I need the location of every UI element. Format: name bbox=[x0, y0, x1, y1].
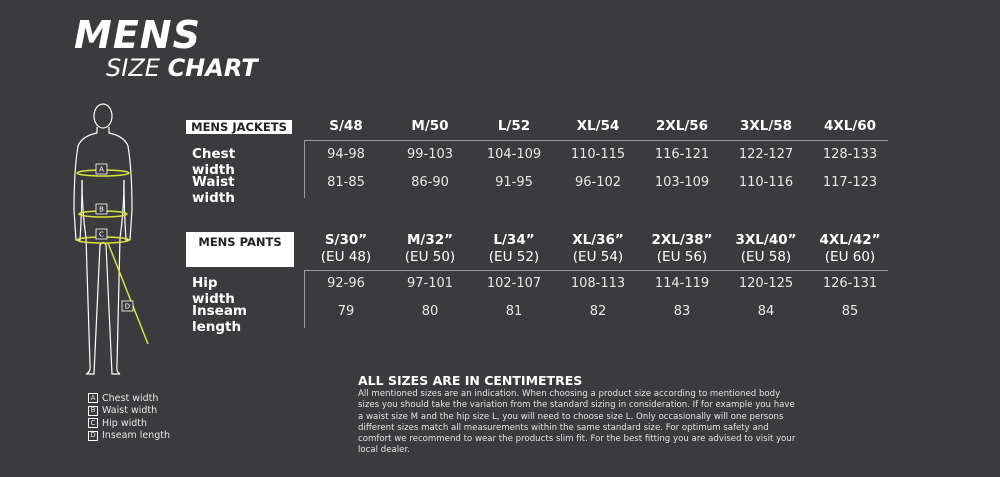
jackets-size-header: S/48 bbox=[329, 118, 363, 134]
pants-size-header bbox=[388, 232, 472, 266]
table-cell: 108-113 bbox=[570, 276, 626, 291]
table-cell: 80 bbox=[421, 304, 439, 319]
legend-marker: B bbox=[88, 406, 98, 416]
legend-label: Waist width bbox=[102, 405, 158, 416]
table-cell: 110-116 bbox=[738, 175, 794, 190]
pants-size-us: S/30” bbox=[324, 232, 368, 248]
marker-d: D bbox=[124, 302, 131, 311]
pants-size-eu: (EU 48) bbox=[320, 249, 372, 265]
table-cell: 85 bbox=[841, 304, 859, 319]
legend-item bbox=[88, 430, 170, 442]
table-cell: 86-90 bbox=[411, 175, 449, 190]
marker-c: C bbox=[99, 230, 104, 239]
legend-marker: A bbox=[88, 393, 98, 403]
pants-size-eu: (EU 60) bbox=[824, 249, 876, 265]
table-cell: 96-102 bbox=[574, 175, 622, 190]
table-cell: 116-121 bbox=[654, 147, 710, 162]
legend-label: Chest width bbox=[102, 392, 159, 404]
table-cell: 122-127 bbox=[738, 147, 794, 162]
pants-size-eu: (EU 56) bbox=[656, 249, 708, 265]
table-divider bbox=[304, 140, 888, 141]
table-cell: 91-95 bbox=[495, 175, 533, 190]
jackets-size-header: 3XL/58 bbox=[739, 118, 793, 134]
table-cell: 94-98 bbox=[327, 147, 365, 162]
pants-size-eu: (EU 52) bbox=[488, 249, 540, 265]
table-cell: 117-123 bbox=[822, 175, 878, 190]
row-label-chest: Chest width bbox=[192, 146, 236, 178]
pants-size-us: XL/36” bbox=[572, 232, 624, 248]
jackets-size-header: M/50 bbox=[411, 118, 449, 134]
table-cell: 110-115 bbox=[570, 147, 626, 162]
marker-b: B bbox=[99, 205, 104, 214]
pants-label: MENS PANTS bbox=[186, 232, 294, 267]
table-cell: 79 bbox=[337, 304, 355, 319]
table-cell: 120-125 bbox=[738, 276, 794, 291]
sizing-notes bbox=[358, 373, 798, 457]
subtitle-light: SIZE bbox=[106, 54, 160, 82]
table-cell: 99-103 bbox=[406, 147, 454, 162]
row-label-hip: Hip width bbox=[192, 275, 235, 307]
table-cell: 82 bbox=[589, 304, 607, 319]
table-cell: 81-85 bbox=[327, 175, 365, 190]
figure-legend bbox=[88, 392, 170, 442]
legend-marker: D bbox=[88, 431, 98, 441]
pants-size-header bbox=[724, 232, 808, 266]
pants-size-header bbox=[556, 232, 640, 266]
legend-marker: C bbox=[88, 418, 98, 428]
pants-size-header bbox=[808, 232, 892, 266]
pants-size-eu: (EU 54) bbox=[572, 249, 624, 265]
pants-size-us: M/32” bbox=[406, 232, 454, 248]
table-cell: 92-96 bbox=[327, 276, 365, 291]
pants-size-us: 2XL/38” bbox=[651, 232, 713, 248]
jackets-size-header: XL/54 bbox=[576, 118, 620, 134]
pants-size-us: 4XL/42” bbox=[819, 232, 881, 248]
legend-item bbox=[88, 392, 170, 404]
jackets-label: MENS JACKETS bbox=[186, 120, 292, 134]
table-cell: 102-107 bbox=[486, 276, 542, 291]
pants-size-eu: (EU 58) bbox=[740, 249, 792, 265]
legend-item bbox=[88, 417, 170, 429]
table-cell: 83 bbox=[673, 304, 691, 319]
pants-size-header bbox=[472, 232, 556, 266]
row-label-waist: Waist width bbox=[192, 174, 235, 206]
jackets-size-header: 2XL/56 bbox=[655, 118, 709, 134]
table-cell: 97-101 bbox=[406, 276, 454, 291]
jackets-size-header: L/52 bbox=[497, 118, 531, 134]
legend-label: Hip width bbox=[102, 417, 148, 429]
body-figure bbox=[60, 100, 170, 380]
table-cell: 84 bbox=[757, 304, 775, 319]
jackets-size-header: 4XL/60 bbox=[823, 118, 877, 134]
table-cell: 104-109 bbox=[486, 147, 542, 162]
row-label-inseam: Inseam length bbox=[192, 303, 248, 335]
marker-a: A bbox=[99, 165, 104, 174]
table-cell: 114-119 bbox=[654, 276, 710, 291]
pants-size-us: 3XL/40” bbox=[735, 232, 797, 248]
page-title: MENS bbox=[74, 13, 201, 57]
pants-size-header bbox=[304, 232, 388, 266]
table-divider bbox=[304, 270, 888, 271]
notes-body: All mentioned sizes are an indication. When choosing a product size according to mentioned body sizes you should take the variation from the standard sizing in consideration. If for example you have a waist size M and the hip size L, you will need to choose size L. Only occasionally will one persons different sizes match all measurements within the same standard size. For optimum safety and comfort we recommend to wear the products slim fit. For the best fitting you are advised to visit your local dealer. bbox=[358, 389, 796, 456]
table-cell: 128-133 bbox=[822, 147, 878, 162]
notes-title: ALL SIZES ARE IN CENTIMETRES bbox=[358, 373, 583, 388]
legend-item bbox=[88, 405, 170, 417]
subtitle-bold: CHART bbox=[167, 54, 258, 82]
page-subtitle bbox=[106, 56, 258, 80]
pants-size-us: L/34” bbox=[493, 232, 535, 248]
pants-size-header bbox=[640, 232, 724, 266]
table-cell: 126-131 bbox=[822, 276, 878, 291]
legend-label: Inseam length bbox=[102, 430, 170, 441]
table-cell: 103-109 bbox=[654, 175, 710, 190]
table-cell: 81 bbox=[505, 304, 523, 319]
pants-size-eu: (EU 50) bbox=[404, 249, 456, 265]
